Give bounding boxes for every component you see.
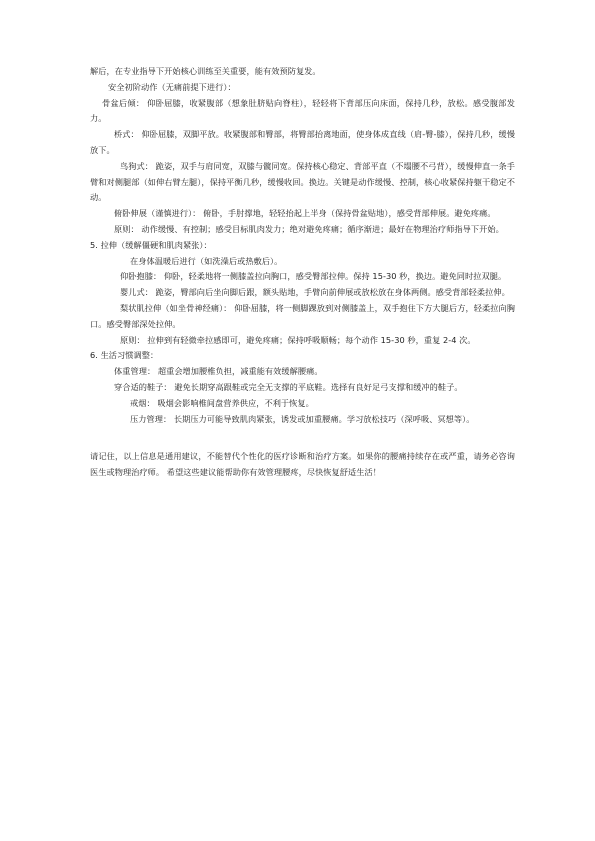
lifestyle-smoking: 戒烟： 吸烟会影响椎间盘营养供应，不利于恢复。 (130, 397, 314, 408)
section-heading-lifestyle: 6. 生活习惯调整： (90, 350, 159, 361)
stretch-warmup-note: 在身体温暖后进行（如洗澡后或热敷后）。 (130, 255, 283, 266)
principles-core: 原则： 动作缓慢、有控制；感受目标肌肉发力；绝对避免疼痛；循序渐进；最好在物理治疗师指导下开始。 (114, 223, 504, 234)
exercise-bird-dog: 鸟狗式： 跪姿，双手与肩同宽，双膝与髋同宽。保持核心稳定、背部平直（不塌腰不弓背），缓慢伸直一条手臂和对侧腿部（如伸右臂左腿），保持平衡几秒，缓慢收回。换边。关键是动作缓慢、控制，核心收紧保持躯干稳定不动。 (90, 160, 515, 203)
exercise-prone-extension: 俯卧伸展（谨慎进行）： 俯卧，手肘撑地，轻轻抬起上半身（保持骨盆贴地），感受背部伸展。避免疼痛。 (114, 208, 496, 219)
section-heading-safe-moves: 安全初阶动作（无痛前提下进行）： (108, 81, 236, 92)
lifestyle-shoes: 穿合适的鞋子： 避免长期穿高跟鞋或完全无支撑的平底鞋。选择有良好足弓支撑和缓冲的鞋子。 (114, 381, 463, 392)
principles-stretch: 原则： 拉伸到有轻微牵拉感即可，避免疼痛；保持呼吸顺畅；每个动作 15-30 秒，重复 2-4 次。 (120, 334, 476, 345)
paragraph-spacer (90, 427, 515, 449)
exercise-bridge: 桥式： 仰卧屈膝，双脚平放。收紧腹部和臀部，将臀部抬离地面，使身体成直线（肩-臀-膝），保持几秒，缓慢放下。 (90, 129, 515, 155)
lifestyle-weight: 体重管理： 超重会增加腰椎负担，减重能有效缓解腰痛。 (114, 366, 323, 377)
stretch-knee-hug: 仰卧抱膝： 仰卧，轻柔地将一侧膝盖拉向胸口，感受臀部拉伸。保持 15-30 秒，换边。避免同时拉双腿。 (120, 271, 507, 282)
closing-disclaimer: 请记住，以上信息是通用建议，不能替代个性化的医疗诊断和治疗方案。如果你的腰痛持续存在或严重，请务必咨询医生或物理治疗师。 希望这些建议能帮助你有效管理腰疼，尽快恢复舒适生活！ (90, 451, 515, 478)
stretch-child-pose: 婴儿式： 跪姿，臀部向后坐向脚后跟，额头贴地，手臂向前伸展或放松放在身体两侧。感受背部轻柔拉伸。 (120, 287, 510, 298)
document-body (90, 64, 515, 481)
stretch-piriformis: 梨状肌拉伸（如坐骨神经痛）： 仰卧屈膝，将一侧脚踝放到对侧膝盖上，双手抱住下方大腿后方，轻柔拉向胸口。感受臀部深处拉伸。 (90, 302, 515, 329)
intro-text: 解后，在专业指导下开始核心训练至关重要，能有效预防复发。 (90, 66, 321, 76)
section-heading-stretching: 5. 拉伸（缓解僵硬和肌肉紧张）： (90, 239, 212, 250)
exercise-pelvic-tilt: 骨盆后倾： 仰卧屈膝，收紧腹部（想象肚脐贴向脊柱），轻轻将下背部压向床面，保持几秒，放松。感受腹部发力。 (90, 97, 515, 124)
lifestyle-stress: 压力管理： 长期压力可能导致肌肉紧张，诱发或加重腰痛。学习放松技巧（深呼吸、冥想等）。 (130, 413, 475, 424)
